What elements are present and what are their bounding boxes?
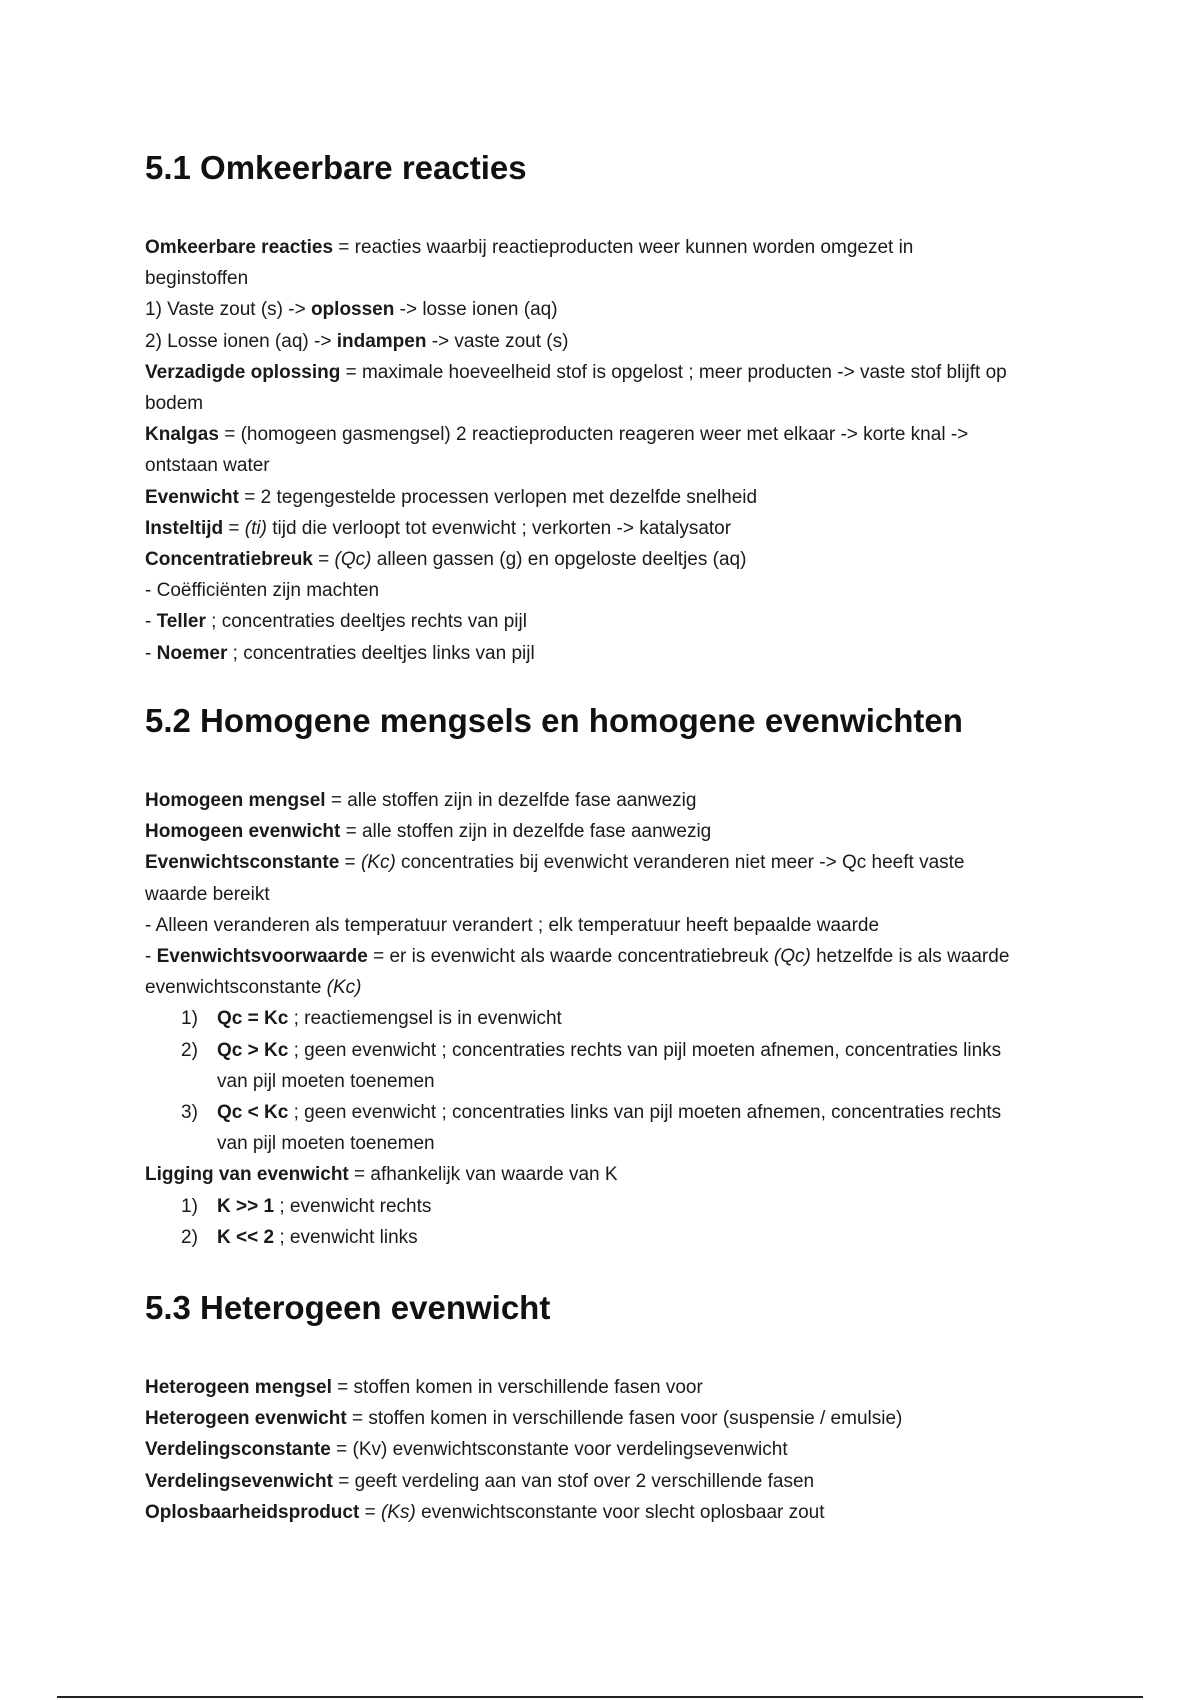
text: ; geen evenwicht ; concentraties rechts van pijl moeten afnemen, concentraties links — [288, 1039, 1002, 1061]
term: Verdelingsconstante — [145, 1439, 331, 1461]
term: Knalgas — [145, 424, 219, 446]
symbol: (ti) — [244, 517, 267, 539]
text: evenwichtsconstante — [145, 977, 327, 999]
term: Homogeen evenwicht — [145, 821, 341, 843]
symbol: (Qc) — [334, 549, 372, 571]
definition-text: = (Kv) evenwichtsconstante voor verdelingsevenwicht — [330, 1439, 788, 1461]
text: 1) Vaste zout (s) -> — [145, 299, 311, 321]
section-heading-5-1: 5.1 Omkeerbare reacties — [145, 149, 527, 186]
definition-text: alleen gassen (g) en opgeloste deeltjes (aq) — [371, 549, 747, 571]
text: - — [145, 611, 157, 633]
symbol: (Kc) — [326, 977, 362, 999]
symbol: (Ks) — [380, 1501, 416, 1523]
term: indampen — [336, 330, 427, 352]
numbered-item — [145, 1035, 1065, 1066]
definition-text: = reacties waarbij reactieproducten weer kunnen worden omgezet in — [333, 237, 914, 258]
definition-line — [145, 232, 1065, 263]
numbered-item — [145, 1222, 1065, 1253]
term: Ligging van evenwicht — [145, 1164, 349, 1186]
text: = — [223, 517, 245, 539]
term: K << 2 — [217, 1226, 275, 1248]
definition-text: ontstaan water — [145, 455, 270, 477]
term: Teller — [156, 611, 206, 633]
bullet-line — [145, 606, 1065, 637]
text: ; concentraties deeltjes rechts van pijl — [205, 611, 527, 633]
term: Oplosbaarheidsproduct — [145, 1501, 360, 1523]
text: - Alleen veranderen als temperatuur verandert ; elk temperatuur heeft bepaalde waarde — [145, 914, 880, 936]
term: Evenwicht — [145, 486, 239, 508]
text: ; reactiemengsel is in evenwicht — [288, 1008, 562, 1030]
definition-line — [145, 1434, 1065, 1465]
definition-line — [145, 1497, 1065, 1528]
term: oplossen — [310, 299, 395, 321]
term: K >> 1 — [217, 1195, 275, 1217]
symbol: (Qc) — [773, 946, 811, 968]
text: = — [359, 1501, 381, 1523]
continuation-line — [145, 263, 1065, 294]
definition-line — [145, 1466, 1065, 1497]
term: Qc < Kc — [217, 1102, 289, 1124]
continuation-line — [145, 388, 1065, 419]
section-heading-5-2: 5.2 Homogene mengsels en homogene evenwichten — [145, 702, 963, 739]
term: Omkeerbare reacties — [145, 237, 334, 258]
item-number: 3) — [181, 1102, 198, 1124]
definition-text: bodem — [145, 393, 204, 415]
text: ; evenwicht rechts — [274, 1195, 432, 1217]
definition-line — [145, 482, 1065, 513]
continuation-line — [145, 450, 1065, 481]
text: - Coëfficiënten zijn machten — [145, 580, 380, 602]
definition-text: concentraties bij evenwicht veranderen niet meer -> Qc heeft vaste — [395, 852, 965, 874]
definition-line — [145, 544, 1065, 575]
text: van pijl moeten toenemen — [217, 1070, 435, 1092]
process-line — [145, 326, 1065, 357]
definition-text: = 2 tegengestelde processen verlopen met dezelfde snelheid — [238, 486, 758, 508]
section-body-5-1 — [145, 232, 1065, 669]
bullet-line — [145, 638, 1065, 669]
definition-text: = stoffen komen in verschillende fasen voor — [331, 1377, 703, 1398]
term: Evenwichtsconstante — [145, 852, 340, 874]
definition-line — [145, 785, 1065, 816]
definition-line — [145, 357, 1065, 388]
numbered-item — [145, 1191, 1065, 1222]
definition-line — [145, 1372, 1065, 1403]
text: = — [312, 549, 335, 571]
term: Evenwichtsvoorwaarde — [156, 946, 368, 968]
section-heading-5-3: 5.3 Heterogeen evenwicht — [145, 1289, 551, 1326]
item-number: 1) — [181, 1008, 198, 1030]
continuation-line — [145, 972, 1065, 1003]
text: hetzelfde is als waarde — [810, 946, 1010, 968]
definition-line — [145, 419, 1065, 450]
term: Homogeen mengsel — [145, 790, 326, 811]
definition-text: = geeft verdeling aan van stof over 2 verschillende fasen — [332, 1470, 815, 1492]
text: ; evenwicht links — [274, 1226, 418, 1248]
text: ; concentraties deeltjes links van pijl — [227, 642, 535, 664]
numbered-item — [145, 1097, 1065, 1128]
item-number: 1) — [181, 1195, 198, 1217]
term: Heterogeen evenwicht — [145, 1408, 347, 1430]
definition-text: = stoffen komen in verschillende fasen voor (suspensie / emulsie) — [346, 1408, 903, 1430]
section-body-5-3 — [145, 1372, 1065, 1528]
definition-text: = (homogeen gasmengsel) 2 reactieproducten reageren weer met elkaar -> korte knal -> — [218, 424, 969, 446]
page-bottom-rule — [57, 1696, 1143, 1698]
definition-text: beginstoffen — [145, 268, 249, 290]
definition-text: = afhankelijk van waarde van K — [348, 1164, 618, 1186]
term: Insteltijd — [145, 517, 224, 539]
bullet-line — [145, 941, 1065, 972]
definition-line — [145, 1403, 1065, 1434]
definition-text: tijd die verloopt tot evenwicht ; verkorten -> katalysator — [266, 517, 732, 539]
item-number: 2) — [181, 1226, 198, 1248]
term: Verdelingsevenwicht — [145, 1470, 333, 1492]
term: Qc > Kc — [217, 1039, 289, 1061]
term: Heterogeen mengsel — [145, 1377, 332, 1398]
numbered-item — [145, 1003, 1065, 1034]
process-line — [145, 294, 1065, 325]
section-body-5-2 — [145, 785, 1065, 1253]
text: -> losse ionen (aq) — [394, 299, 558, 321]
definition-text: = alle stoffen zijn in dezelfde fase aanwezig — [325, 790, 697, 811]
text: 2) Losse ionen (aq) -> — [145, 330, 337, 352]
item-number: 2) — [181, 1039, 198, 1061]
text: = — [339, 852, 361, 874]
definition-text: waarde bereikt — [145, 883, 270, 905]
text: -> vaste zout (s) — [426, 330, 569, 352]
definition-line — [145, 1159, 1065, 1190]
definition-text: = maximale hoeveelheid stof is opgelost ; meer producten -> vaste stof blijft op — [340, 361, 1007, 383]
text: - — [145, 642, 157, 664]
bullet-line — [145, 575, 1065, 606]
term: Noemer — [156, 642, 228, 664]
definition-line — [145, 513, 1065, 544]
text: - — [145, 946, 157, 968]
bullet-line — [145, 910, 1065, 941]
definition-line — [145, 847, 1065, 878]
text: van pijl moeten toenemen — [217, 1133, 435, 1155]
text: = er is evenwicht als waarde concentratiebreuk — [367, 946, 774, 968]
definition-line — [145, 816, 1065, 847]
continuation-line — [145, 879, 1065, 910]
definition-text: = alle stoffen zijn in dezelfde fase aanwezig — [340, 821, 712, 843]
term: Verzadigde oplossing — [145, 361, 341, 383]
continuation-line — [145, 1128, 1065, 1159]
term: Qc = Kc — [217, 1008, 289, 1030]
text: ; geen evenwicht ; concentraties links van pijl moeten afnemen, concentraties rechts — [288, 1102, 1002, 1124]
term: Concentratiebreuk — [145, 549, 313, 571]
symbol: (Kc) — [360, 852, 396, 874]
definition-text: evenwichtsconstante voor slecht oplosbaar zout — [415, 1501, 825, 1523]
continuation-line — [145, 1066, 1065, 1097]
